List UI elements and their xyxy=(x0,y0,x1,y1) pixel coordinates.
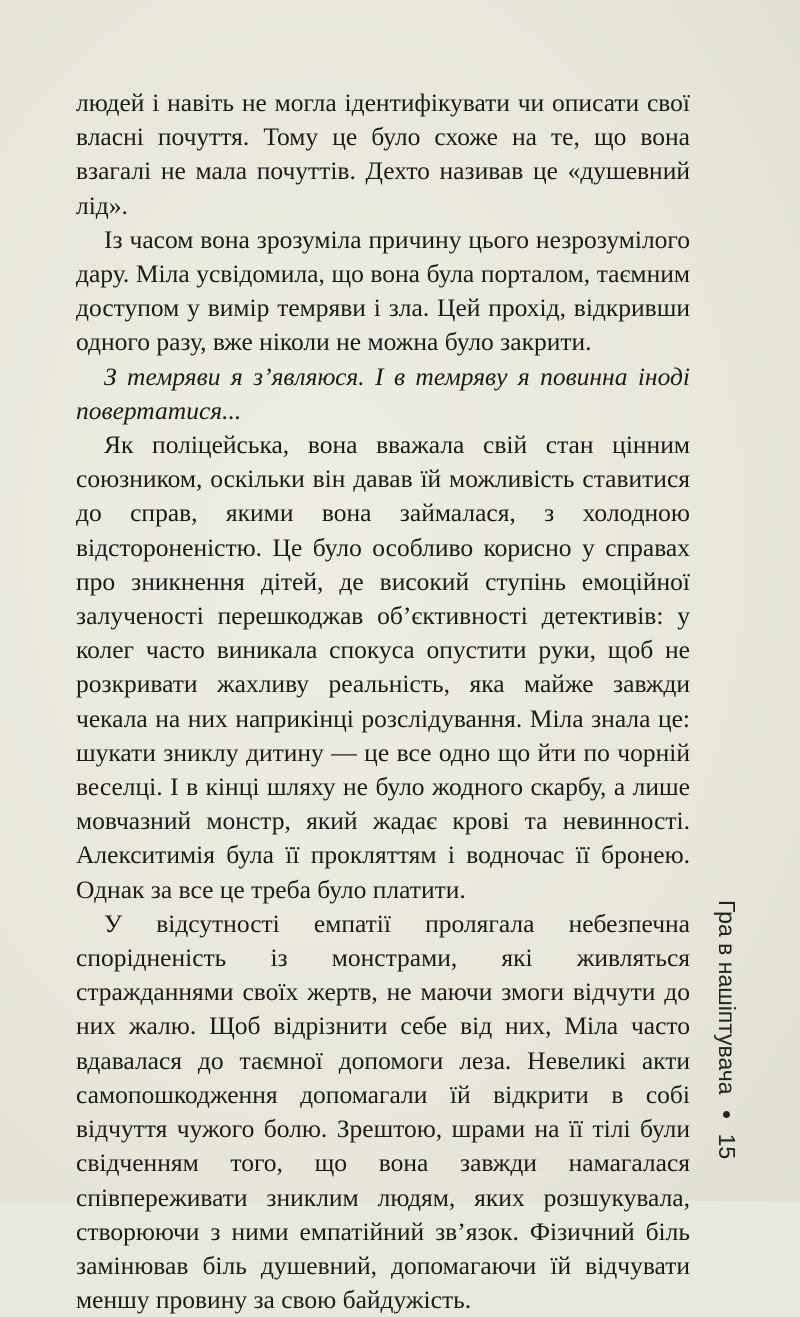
paragraph: Із часом вона зрозуміла причину цього незрозумілого дару. Міла усвідомила, що вона була порталом, таємним доступом у вимір темряви і зла. Цей прохід, відкривши одного разу, вже ніколи не можна було закрити. xyxy=(76,224,690,357)
book-title: Гра в нашіптувача xyxy=(714,900,740,1095)
paragraph: Як поліцейська, вона вважала свій стан цінним союзником, оскільки він давав їй можливість ставитися до справ, якими вона займалася, з холодною відстороненістю. Це було особливо корисно у справах про зникнення дітей, де високий ступінь емоційної залученості перешкоджав об’єктивності детективів: у колег часто виникала спокуса опустити руки, щоб не розкривати жахливу реальність, яка майже завжди чекала на них наприкінці розслідування. Міла знала це: шукати зниклу дитину — це все одно що йти по чорній веселці. І в кінці шляху не було жодного скарбу, а лише мовчазний монстр, який жадає крові та невинності. Алекситимія була її прокляттям і водночас її бронею. Однак за все це треба було платити. xyxy=(76,430,690,904)
paragraph: У відсутності емпатії пролягала небезпечна спорідненість із монстрами, які живляться стражданнями своїх жертв, не маючи змоги відчути до них жалю. Щоб відрізнити себе від них, Міла часто вдавалася до таємної допомоги леза. Невеликі акти самопошкодження допомагали їй відкрити в собі відчуття чужого болю. Зрештою, шрами на її тілі були свідченням того, що вона завжди намагалася співпереживати зниклим людям, яких розшукувала, створюючи з ними емпатійний зв’язок. Фізичний біль замінював біль душевний, допомагаючи їй відчувати меншу провину за свою байдужість. xyxy=(76,908,690,1315)
paragraph-continued: людей і навіть не могла ідентифікувати чи описати свої власні почуття. Тому це було схоже на те, що вона взагалі не мала почуттів. Дехто називав це «душевний лід». xyxy=(76,88,690,220)
page-number: 15 xyxy=(714,1133,740,1160)
bullet-separator xyxy=(724,1111,731,1118)
running-head xyxy=(714,900,740,1159)
body-text xyxy=(76,86,690,1317)
italic-quote: З темряви я з’являюся. І в темряву я повинна іноді повертатися... xyxy=(76,361,690,425)
